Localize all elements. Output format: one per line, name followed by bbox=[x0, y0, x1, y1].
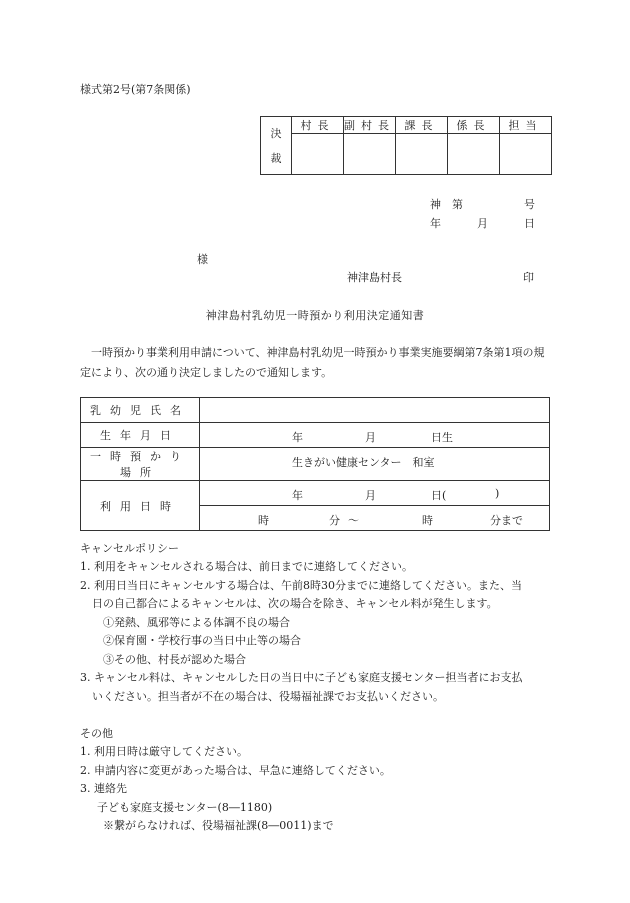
other-item-2: 2. 申請内容に変更があった場合は、早急に連絡してください。 bbox=[80, 764, 391, 777]
cancel-item-1: 1. 利用をキャンセルされる場合は、前日までに連絡してください。 bbox=[80, 560, 413, 573]
other-item-1: 1. 利用日時は厳守してください。 bbox=[80, 745, 248, 758]
value-child-name bbox=[200, 398, 550, 423]
cancel-exception-3: ③その他、村長が認めた場合 bbox=[103, 653, 246, 666]
approval-header-mayor: 村長 bbox=[292, 117, 344, 134]
label-child-name: 乳幼児氏名 bbox=[81, 398, 200, 423]
label-place: 一時預かり場所 bbox=[81, 448, 200, 481]
intro-paragraph: 一時預かり事業利用申請について、神津島村乳幼児一時預かり事業実施要綱第7条第1項の規定により、次の通り決定しましたので通知します。 bbox=[80, 346, 545, 379]
approval-stamp-cell bbox=[344, 134, 396, 175]
approval-header-unit-chief: 係長 bbox=[448, 117, 500, 134]
addressee-suffix: 様 bbox=[197, 253, 208, 266]
contact-welfare-section: ※繋がらなければ、役場福祉課(8―0011)まで bbox=[103, 819, 334, 832]
approval-header-deputy: 副村長 bbox=[344, 117, 396, 134]
cancel-item-2-line-1: 2. 利用日当日にキャンセルする場合は、午前8時30分までに連絡してください。また、当 bbox=[80, 579, 522, 592]
value-place: 生きがい健康センター 和室 bbox=[200, 448, 550, 481]
approval-stamp-cell bbox=[448, 134, 500, 175]
cancel-item-3-line-2: いください。担当者が不在の場合は、役場福祉課でお支払いください。 bbox=[92, 690, 444, 703]
other-item-3: 3. 連絡先 bbox=[80, 782, 127, 795]
sender-name: 神津島村長 bbox=[347, 271, 402, 284]
row-child-name bbox=[81, 398, 550, 423]
row-birthdate bbox=[81, 423, 550, 448]
approval-stamp-cell bbox=[500, 134, 552, 175]
approval-side-label: 決 裁 bbox=[261, 117, 292, 175]
cancel-policy-heading: キャンセルポリシー bbox=[80, 542, 179, 555]
document-title: 神津島村乳幼児一時預かり利用決定通知書 bbox=[205, 309, 425, 322]
cancel-item-3-line-1: 3. キャンセル料は、キャンセルした日の当日中に子ども家庭支援センター担当者にお支払 bbox=[80, 671, 523, 684]
approval-header-staff: 担当 bbox=[500, 117, 552, 134]
cancel-exception-1: ①発熱、風邪等による体調不良の場合 bbox=[103, 616, 290, 629]
approval-stamp-cell bbox=[292, 134, 344, 175]
value-birthdate: 年 月 日生 bbox=[200, 423, 550, 448]
value-usage-date: 年 月 日( ) bbox=[200, 481, 550, 506]
usage-info-table bbox=[80, 397, 550, 531]
other-heading: その他 bbox=[80, 727, 113, 740]
row-usage-date bbox=[81, 481, 550, 506]
label-usage-datetime: 利用日時 bbox=[81, 481, 200, 531]
value-usage-time: 時 分 ～ 時 分まで bbox=[200, 506, 550, 531]
approval-stamp-cell bbox=[396, 134, 448, 175]
approval-stamp-table bbox=[260, 116, 552, 175]
contact-support-center: 子ども家庭支援センター(8―1180) bbox=[97, 801, 273, 814]
form-number: 様式第2号(第7条関係) bbox=[80, 83, 191, 96]
cancel-item-2-line-2: 日の自己都合によるキャンセルは、次の場合を除き、キャンセル料が発生します。 bbox=[92, 597, 498, 610]
cancel-exception-2: ②保育園・学校行事の当日中止等の場合 bbox=[103, 634, 301, 647]
label-birthdate: 生年月日 bbox=[81, 423, 200, 448]
seal-mark: 印 bbox=[523, 271, 534, 284]
row-place bbox=[81, 448, 550, 481]
approval-header-section-chief: 課長 bbox=[396, 117, 448, 134]
